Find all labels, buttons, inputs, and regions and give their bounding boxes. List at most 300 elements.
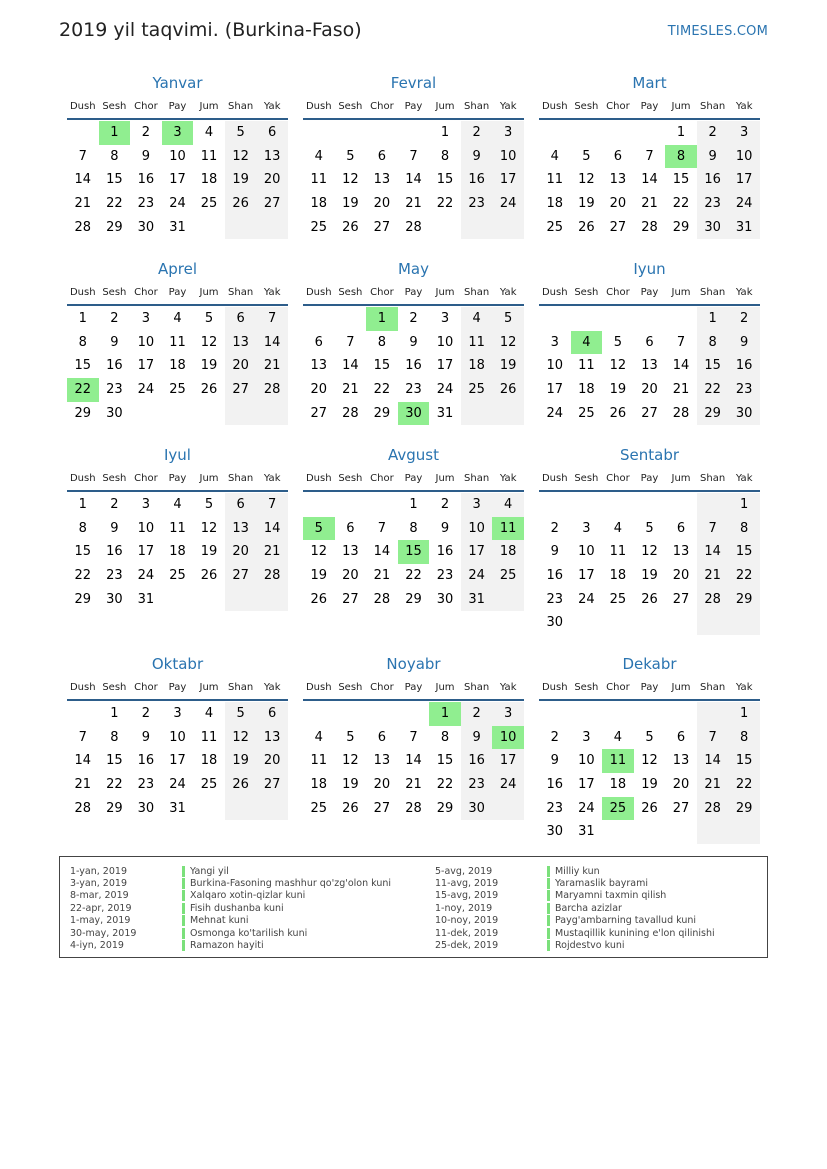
- day-cell: 10: [169, 729, 186, 745]
- day-cell: 13: [310, 358, 328, 374]
- empty-day-cell: [193, 588, 225, 612]
- holiday-name: Milliy kun: [555, 865, 600, 877]
- weekday-label: Sesh: [338, 101, 363, 112]
- day-cell: 5: [225, 702, 257, 726]
- day-cell: 4: [314, 148, 323, 164]
- day-cell: 16: [106, 358, 123, 374]
- weekday-label: Dush: [305, 101, 332, 112]
- site-link[interactable]: TIMESLES.COM: [667, 24, 768, 39]
- weekday-label: Pay: [404, 682, 423, 693]
- day-cell: 14: [256, 517, 288, 541]
- day-cell: 6: [377, 729, 387, 745]
- weekday-label: Dush: [305, 682, 332, 693]
- month-dekabr: [539, 651, 760, 844]
- day-cell: 27: [373, 800, 391, 816]
- day-cell: 2: [110, 497, 119, 512]
- legend-item: [435, 890, 715, 902]
- day-cell: 18: [200, 172, 218, 188]
- day-cell: 12: [310, 544, 328, 560]
- day-cell: 24: [728, 192, 760, 216]
- day-cell: 23: [546, 591, 564, 607]
- weekday-label: Chor: [134, 473, 158, 484]
- weekday-header: [67, 677, 288, 698]
- day-grid: [539, 306, 760, 425]
- day-cell: 20: [672, 568, 690, 584]
- day-cell: 31: [461, 588, 493, 612]
- day-cell: 21: [256, 354, 288, 378]
- day-cell: 21: [256, 540, 288, 564]
- day-cell: 5: [645, 520, 654, 536]
- day-cell: 28: [256, 564, 288, 588]
- day-cell: 2: [141, 706, 151, 721]
- day-cell: 30: [436, 591, 454, 607]
- day-cell: 1: [728, 702, 760, 726]
- day-cell: 12: [609, 358, 627, 374]
- weekday-header: [67, 282, 288, 303]
- day-cell: 14: [405, 172, 422, 188]
- day-cell: 13: [225, 331, 257, 355]
- legend-item: [435, 865, 715, 877]
- month-name: May: [397, 260, 429, 278]
- day-cell: 6: [346, 520, 355, 536]
- day-cell: 26: [310, 591, 328, 607]
- day-cell: 21: [697, 564, 729, 588]
- day-cell: 30: [697, 216, 729, 240]
- day-cell: 12: [342, 753, 359, 769]
- day-cell: 20: [373, 196, 391, 212]
- day-cell: 7: [346, 334, 355, 350]
- weekday-label: Yak: [499, 682, 517, 693]
- day-cell: 4: [550, 148, 559, 164]
- weekday-label: Pay: [640, 473, 659, 484]
- day-cell: 7: [697, 517, 729, 541]
- day-cell: 16: [106, 544, 123, 560]
- holiday-date: 22-apr, 2019: [70, 902, 132, 914]
- weekday-label: Yak: [263, 101, 281, 112]
- empty-day-cell: [539, 702, 571, 726]
- day-cell: 24: [578, 591, 595, 607]
- day-cell: 31: [169, 219, 186, 235]
- day-cell: 25: [546, 219, 564, 235]
- day-cell: 1: [110, 706, 119, 721]
- weekday-label: Pay: [404, 101, 423, 112]
- day-cell: 17: [546, 382, 564, 398]
- weekday-label: Sesh: [338, 682, 363, 693]
- month-mart: [539, 70, 760, 239]
- holiday-marker: [182, 903, 185, 914]
- day-cell: 20: [225, 540, 257, 564]
- holiday-marker: [182, 878, 185, 889]
- day-cell: 25: [492, 564, 524, 588]
- empty-day-cell: [162, 402, 194, 426]
- weekday-label: Jum: [671, 473, 691, 484]
- empty-day-cell: [665, 702, 697, 726]
- holiday-marker: [547, 928, 550, 939]
- day-cell: 12: [225, 726, 257, 750]
- day-cell: 2: [141, 125, 151, 140]
- day-cell: 17: [728, 168, 760, 192]
- holiday-day-cell: 22: [67, 378, 99, 402]
- day-cell: 19: [578, 196, 595, 212]
- weekday-label: Sesh: [338, 473, 363, 484]
- weekday-label: Pay: [404, 473, 423, 484]
- empty-day-cell: [697, 611, 729, 635]
- day-cell: 24: [137, 382, 155, 398]
- day-cell: 23: [546, 800, 564, 816]
- empty-day-cell: [634, 493, 666, 517]
- day-cell: 17: [169, 753, 186, 769]
- weekday-label: Shan: [700, 101, 726, 112]
- day-cell: 28: [342, 405, 359, 421]
- legend-item: [70, 902, 391, 914]
- day-cell: 11: [609, 544, 627, 560]
- holiday-name: Rojdestvo kuni: [555, 940, 625, 952]
- day-cell: 29: [373, 405, 391, 421]
- month-name: Yanvar: [152, 74, 203, 92]
- day-cell: 9: [550, 753, 559, 769]
- day-cell: 26: [342, 219, 359, 235]
- day-grid: [539, 701, 760, 844]
- day-cell: 2: [440, 497, 450, 512]
- day-cell: 16: [461, 168, 493, 192]
- empty-day-cell: [335, 702, 367, 726]
- day-cell: 18: [546, 196, 564, 212]
- day-cell: 2: [110, 311, 119, 326]
- day-cell: 27: [672, 800, 690, 816]
- month-iyul: [67, 442, 288, 611]
- day-cell: 31: [436, 405, 454, 421]
- empty-day-cell: [398, 702, 430, 726]
- holiday-day-cell: 8: [665, 145, 697, 169]
- weekday-label: Chor: [606, 473, 630, 484]
- day-cell: 29: [728, 797, 760, 821]
- day-cell: 18: [310, 196, 328, 212]
- day-cell: 11: [546, 172, 564, 188]
- day-cell: 6: [613, 148, 623, 164]
- day-cell: 3: [440, 311, 450, 326]
- holiday-marker: [182, 940, 185, 951]
- day-cell: 18: [609, 777, 627, 793]
- day-cell: 29: [106, 800, 123, 816]
- holiday-marker: [547, 878, 550, 889]
- weekday-label: Pay: [640, 101, 659, 112]
- holiday-name: Ramazon hayiti: [190, 940, 264, 952]
- day-cell: 11: [200, 148, 218, 164]
- day-cell: 16: [546, 777, 564, 793]
- empty-day-cell: [571, 307, 603, 331]
- day-cell: 20: [256, 168, 288, 192]
- day-grid: [67, 701, 288, 820]
- holiday-marker: [547, 866, 550, 877]
- empty-day-cell: [130, 402, 162, 426]
- day-cell: 9: [550, 544, 559, 560]
- holiday-marker: [182, 866, 185, 877]
- day-cell: 22: [697, 378, 729, 402]
- day-cell: 7: [377, 520, 387, 536]
- day-cell: 24: [436, 382, 454, 398]
- holiday-date: 11-dek, 2019: [435, 927, 499, 939]
- day-cell: 10: [436, 334, 454, 350]
- weekday-label: Dush: [541, 473, 568, 484]
- empty-day-cell: [571, 121, 603, 145]
- day-cell: 13: [609, 172, 627, 188]
- day-cell: 28: [74, 800, 92, 816]
- day-cell: 6: [314, 334, 323, 350]
- weekday-label: Chor: [370, 287, 394, 298]
- day-cell: 17: [436, 358, 454, 374]
- empty-day-cell: [67, 121, 99, 145]
- day-cell: 12: [200, 520, 218, 536]
- day-cell: 6: [676, 729, 686, 745]
- day-cell: 18: [200, 753, 218, 769]
- holiday-day-cell: 5: [303, 517, 335, 541]
- month-yanvar: [67, 70, 288, 239]
- day-cell: 25: [461, 378, 493, 402]
- day-cell: 2: [550, 520, 559, 536]
- weekday-label: Sesh: [574, 473, 599, 484]
- day-cell: 3: [728, 121, 760, 145]
- day-cell: 19: [225, 749, 257, 773]
- weekday-label: Dush: [69, 287, 96, 298]
- day-cell: 12: [578, 172, 595, 188]
- day-cell: 30: [137, 219, 155, 235]
- day-cell: 15: [728, 540, 760, 564]
- month-name: Noyabr: [386, 655, 441, 673]
- weekday-header: [539, 468, 760, 489]
- legend-column-left: [70, 865, 391, 952]
- month-name: Oktabr: [151, 655, 204, 673]
- day-cell: 26: [578, 219, 595, 235]
- day-cell: 6: [645, 334, 654, 350]
- day-cell: 28: [373, 591, 391, 607]
- day-cell: 21: [405, 777, 422, 793]
- day-cell: 16: [405, 358, 422, 374]
- month-name: Fevral: [390, 74, 437, 92]
- holiday-marker: [547, 915, 550, 926]
- holiday-day-cell: 11: [602, 749, 634, 773]
- day-cell: 11: [578, 358, 595, 374]
- empty-day-cell: [602, 307, 634, 331]
- empty-day-cell: [665, 493, 697, 517]
- empty-day-cell: [697, 493, 729, 517]
- empty-day-cell: [429, 216, 461, 240]
- holiday-date: 25-dek, 2019: [435, 940, 499, 952]
- day-cell: 17: [492, 168, 524, 192]
- day-cell: 17: [578, 777, 595, 793]
- day-cell: 26: [225, 192, 257, 216]
- day-cell: 6: [377, 148, 387, 164]
- day-cell: 22: [106, 777, 123, 793]
- day-cell: 18: [310, 777, 328, 793]
- day-cell: 25: [609, 591, 627, 607]
- day-cell: 4: [204, 706, 214, 721]
- day-cell: 23: [436, 568, 454, 584]
- day-cell: 8: [110, 148, 119, 164]
- day-cell: 16: [461, 749, 493, 773]
- day-cell: 17: [578, 568, 595, 584]
- day-cell: 3: [141, 497, 151, 512]
- day-cell: 27: [609, 219, 627, 235]
- day-cell: 25: [578, 405, 595, 421]
- holiday-day-cell: 15: [398, 540, 430, 564]
- day-cell: 21: [342, 382, 359, 398]
- day-cell: 10: [578, 544, 595, 560]
- weekday-label: Dush: [69, 101, 96, 112]
- day-cell: 25: [200, 777, 218, 793]
- day-grid: [67, 492, 288, 611]
- holiday-name: Yaramaslik bayrami: [555, 878, 648, 890]
- day-cell: 3: [173, 706, 182, 721]
- day-cell: 13: [641, 358, 658, 374]
- day-grid: [303, 306, 524, 425]
- weekday-label: Shan: [228, 473, 254, 484]
- empty-day-cell: [366, 702, 398, 726]
- holiday-day-cell: 25: [602, 797, 634, 821]
- day-cell: 16: [728, 354, 760, 378]
- empty-day-cell: [461, 216, 493, 240]
- holiday-name: Xalqaro xotin-qizlar kuni: [190, 890, 306, 902]
- day-cell: 24: [492, 773, 524, 797]
- day-cell: 25: [169, 568, 186, 584]
- weekday-label: Pay: [168, 101, 187, 112]
- holiday-name: Barcha azizlar: [555, 902, 622, 914]
- holiday-date: 10-noy, 2019: [435, 915, 499, 927]
- weekday-header: [67, 468, 288, 489]
- day-cell: 6: [225, 307, 257, 331]
- holiday-legend: [59, 856, 768, 958]
- day-cell: 12: [641, 753, 658, 769]
- day-cell: 1: [409, 497, 418, 512]
- empty-day-cell: [539, 121, 571, 145]
- day-cell: 24: [169, 777, 186, 793]
- day-cell: 3: [141, 311, 151, 326]
- empty-day-cell: [634, 307, 666, 331]
- weekday-label: Jum: [671, 287, 691, 298]
- day-cell: 27: [256, 773, 288, 797]
- empty-day-cell: [256, 402, 288, 426]
- day-cell: 29: [106, 219, 123, 235]
- empty-day-cell: [571, 493, 603, 517]
- empty-day-cell: [366, 493, 398, 517]
- holiday-date: 3-yan, 2019: [70, 878, 127, 890]
- day-cell: 4: [204, 125, 214, 140]
- day-cell: 13: [672, 544, 690, 560]
- weekday-label: Yak: [263, 473, 281, 484]
- day-cell: 10: [461, 517, 493, 541]
- empty-day-cell: [634, 121, 666, 145]
- empty-day-cell: [492, 402, 524, 426]
- empty-day-cell: [461, 402, 493, 426]
- weekday-header: [539, 96, 760, 117]
- weekday-label: Jum: [671, 101, 691, 112]
- day-cell: 17: [169, 172, 186, 188]
- weekday-label: Chor: [370, 101, 394, 112]
- weekday-label: Chor: [134, 287, 158, 298]
- day-cell: 22: [74, 568, 92, 584]
- weekday-label: Dush: [69, 682, 96, 693]
- weekday-label: Shan: [228, 101, 254, 112]
- day-cell: 15: [697, 354, 729, 378]
- day-cell: 12: [225, 145, 257, 169]
- empty-day-cell: [634, 702, 666, 726]
- day-cell: 8: [728, 726, 760, 750]
- day-cell: 1: [440, 125, 450, 140]
- day-cell: 13: [672, 753, 690, 769]
- weekday-header: [539, 677, 760, 698]
- empty-day-cell: [303, 702, 335, 726]
- day-cell: 25: [169, 382, 186, 398]
- day-cell: 19: [225, 168, 257, 192]
- day-cell: 28: [405, 800, 422, 816]
- empty-day-cell: [728, 820, 760, 844]
- legend-column-right: [435, 865, 715, 952]
- day-cell: 28: [697, 797, 729, 821]
- day-cell: 26: [641, 591, 658, 607]
- day-cell: 6: [256, 121, 288, 145]
- weekday-label: Yak: [735, 682, 753, 693]
- day-cell: 18: [169, 358, 186, 374]
- empty-day-cell: [492, 588, 524, 612]
- day-cell: 25: [310, 800, 328, 816]
- day-cell: 5: [492, 307, 524, 331]
- weekday-label: Yak: [499, 101, 517, 112]
- weekday-label: Sesh: [102, 287, 127, 298]
- weekday-label: Jum: [199, 682, 219, 693]
- day-grid: [303, 701, 524, 820]
- day-cell: 7: [676, 334, 686, 350]
- day-cell: 5: [346, 148, 355, 164]
- day-cell: 3: [582, 729, 591, 745]
- holiday-date: 8-mar, 2019: [70, 890, 129, 902]
- day-cell: 19: [492, 354, 524, 378]
- day-cell: 11: [169, 520, 186, 536]
- empty-day-cell: [602, 611, 634, 635]
- empty-day-cell: [303, 121, 335, 145]
- empty-day-cell: [225, 588, 257, 612]
- day-cell: 14: [697, 749, 729, 773]
- day-cell: 22: [436, 196, 454, 212]
- day-cell: 13: [225, 517, 257, 541]
- day-cell: 16: [137, 753, 155, 769]
- day-cell: 9: [461, 726, 493, 750]
- weekday-label: Yak: [263, 682, 281, 693]
- day-cell: 26: [342, 800, 359, 816]
- empty-day-cell: [256, 797, 288, 821]
- empty-day-cell: [602, 820, 634, 844]
- day-cell: 15: [106, 753, 123, 769]
- day-cell: 16: [436, 544, 454, 560]
- weekday-label: Dush: [69, 473, 96, 484]
- month-name: Sentabr: [619, 446, 680, 464]
- day-grid: [539, 492, 760, 635]
- day-cell: 6: [676, 520, 686, 536]
- holiday-marker: [182, 890, 185, 901]
- day-cell: 14: [256, 331, 288, 355]
- month-name: Avgust: [388, 446, 439, 464]
- holiday-date: 1-yan, 2019: [70, 865, 127, 877]
- day-cell: 3: [461, 493, 493, 517]
- day-cell: 2: [728, 307, 760, 331]
- day-cell: 30: [106, 591, 123, 607]
- day-grid: [303, 120, 524, 239]
- empty-day-cell: [492, 797, 524, 821]
- weekday-label: Jum: [435, 287, 455, 298]
- legend-item: [70, 939, 391, 951]
- holiday-date: 30-may, 2019: [70, 927, 137, 939]
- day-cell: 27: [373, 219, 391, 235]
- day-cell: 14: [373, 544, 391, 560]
- day-cell: 8: [440, 729, 450, 745]
